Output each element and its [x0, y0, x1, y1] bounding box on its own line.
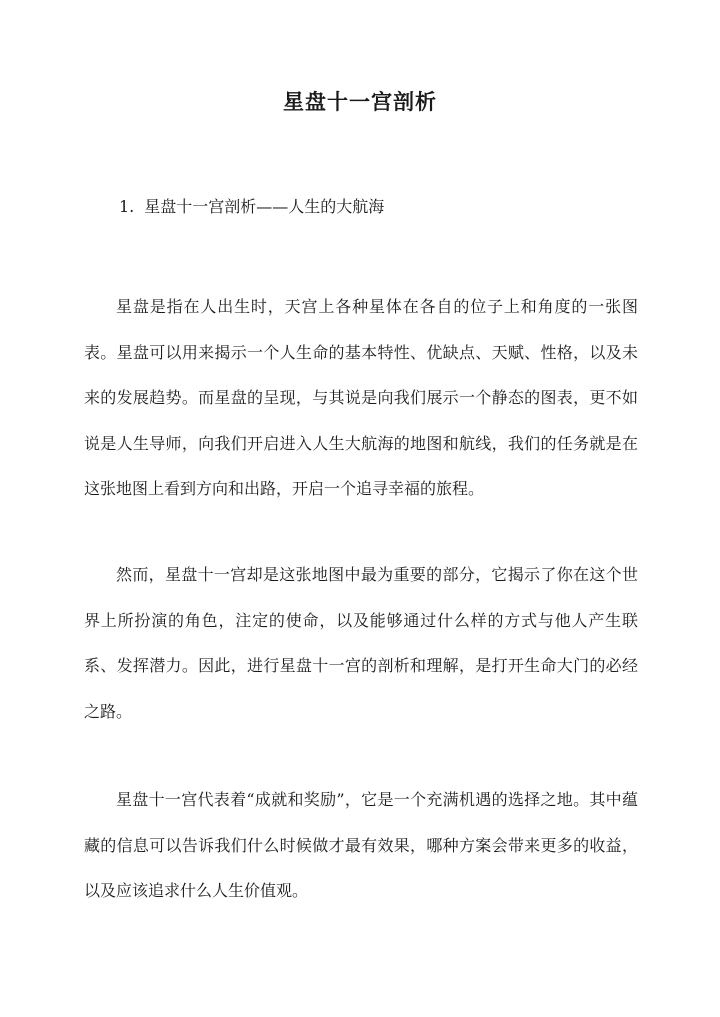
- section-heading: [119, 194, 384, 217]
- paragraph-2: 然而，星盘十一宫却是这张地图中最为重要的部分，它揭示了你在这个世界上所扮演的角色，注定的使命，以及能够通过什么样的方式与他人产生联系、发挥潜力。因此，进行星盘十一宫的剖析和理解，是打开生命大门的必经之路。: [84, 565, 638, 721]
- document-title: 星盘十一宫剖析: [283, 89, 437, 114]
- paragraph-1: 星盘是指在人出生时，天宫上各种星体在各自的位子上和角度的一张图表。星盘可以用来揭示一个人生命的基本特性、优缺点、天赋、性格，以及未来的发展趋势。而星盘的呈现，与其说是向我们展示一个静态的图表，更不如说是人生导师，向我们开启进入人生大航海的地图和航线，我们的任务就是在这张地图上看到方向和出路，开启一个追寻幸福的旅程。: [84, 297, 638, 498]
- section-number: 1.: [119, 197, 135, 216]
- section-heading-text: 星盘十一宫剖析——人生的大航海: [144, 197, 385, 216]
- paragraph-3: 星盘十一宫代表着“成就和奖励”，它是一个充满机遇的选择之地。其中蕴藏的信息可以告诉我们什么时候做才最有效果，哪种方案会带来更多的收益，以及应该追求什么人生价值观。: [84, 790, 638, 900]
